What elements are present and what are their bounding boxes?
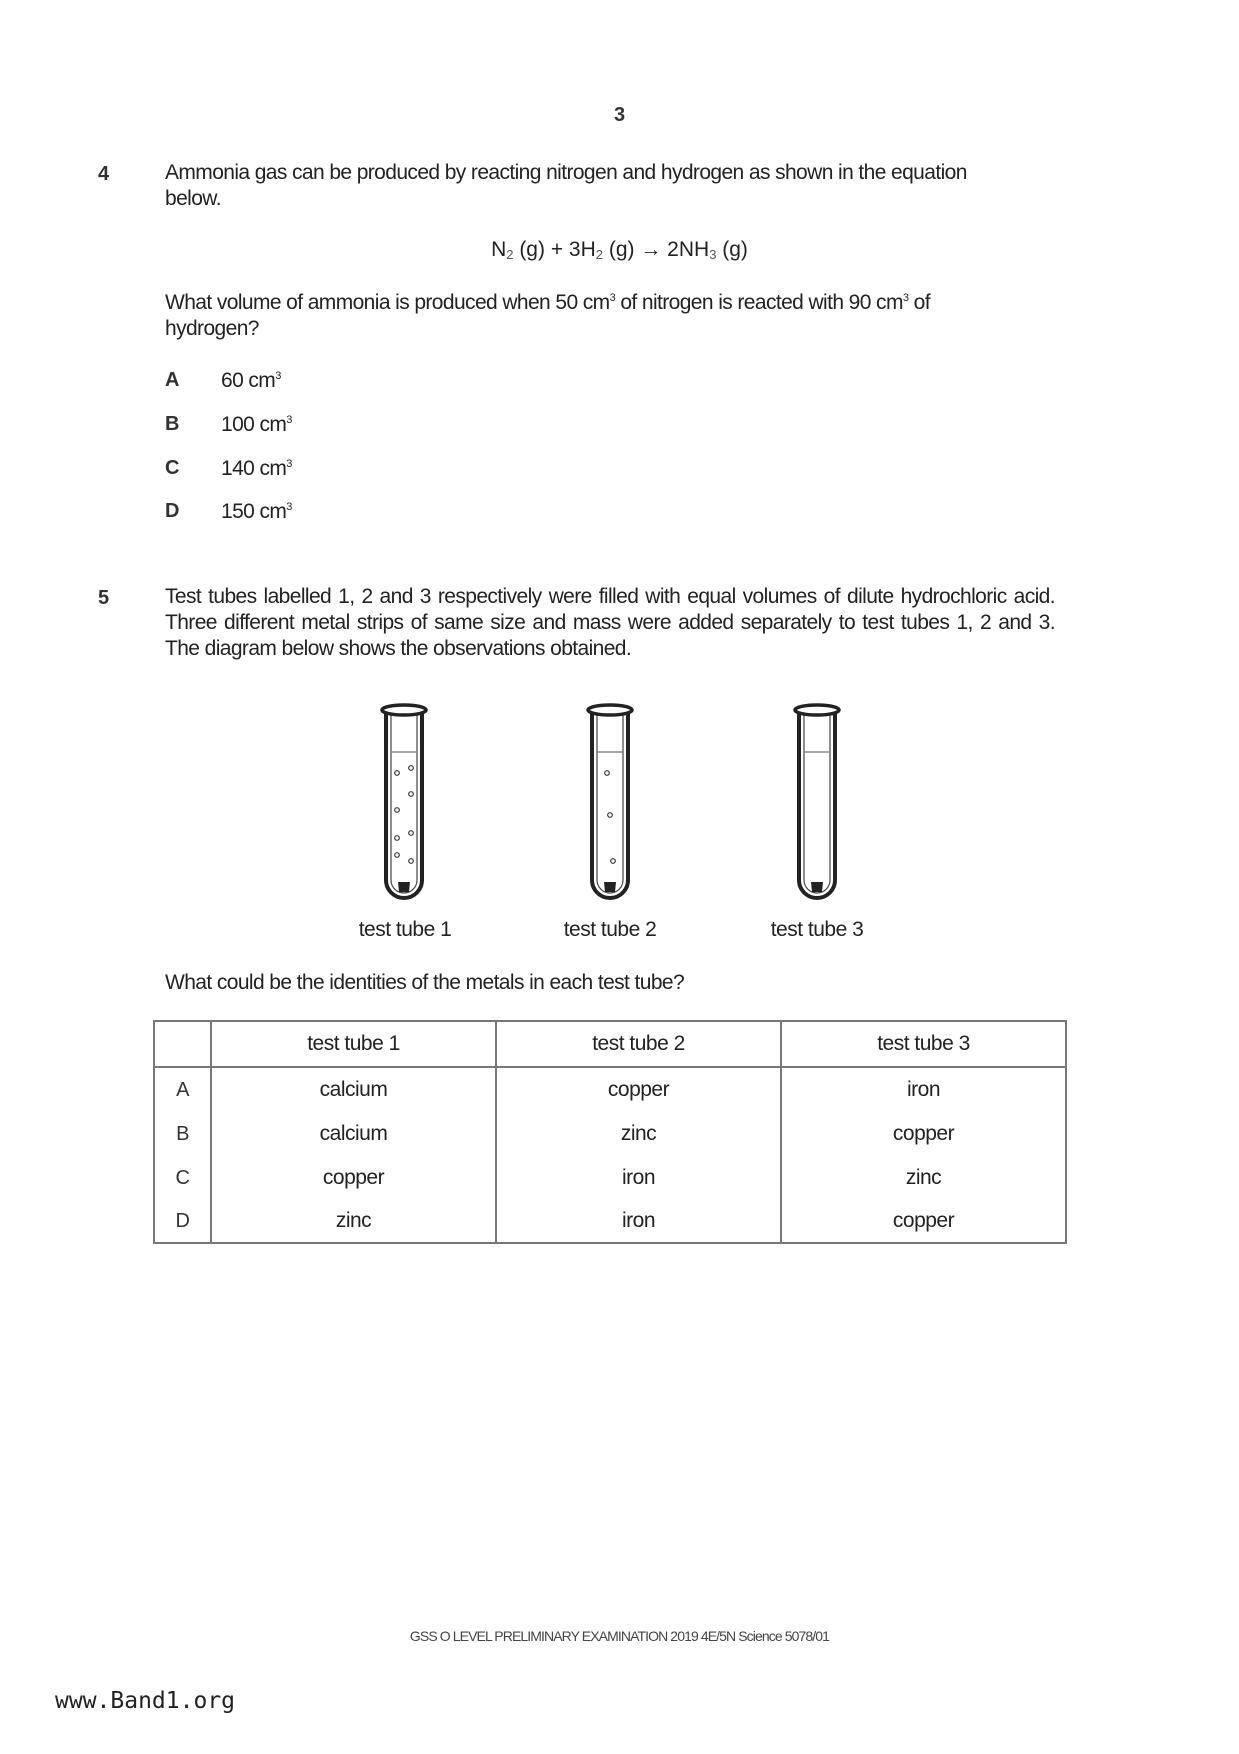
metal-strip xyxy=(604,882,616,892)
eq-h2-subscript: 2 xyxy=(595,247,603,262)
gas-bubble xyxy=(395,853,400,858)
tube-inner-wall xyxy=(391,714,417,893)
tube-inner-wall xyxy=(597,714,623,893)
question-5-number: 5 xyxy=(98,587,110,609)
option-value-text: 150 cm xyxy=(221,500,287,523)
table-cell: zinc xyxy=(905,1166,942,1189)
eq-nh3-subscript: 3 xyxy=(709,247,717,262)
watermark-link[interactable]: www.Band1.org xyxy=(55,1688,236,1714)
option-value-text: 100 cm xyxy=(221,413,287,436)
option-d-letter[interactable]: D xyxy=(165,500,180,522)
tube-rim xyxy=(382,705,426,715)
option-value-text: 140 cm xyxy=(221,457,287,480)
table-cell: copper xyxy=(496,1067,781,1112)
prompt-part: of xyxy=(908,291,930,314)
test-tube-1 xyxy=(382,705,426,898)
table-row[interactable] xyxy=(154,1156,1066,1200)
unit-superscript: 3 xyxy=(275,370,281,382)
option-b-letter[interactable]: B xyxy=(165,413,180,435)
option-c-letter[interactable]: C xyxy=(165,457,180,479)
question-5-prompt: What could be the identities of the metals in each test tube? xyxy=(165,971,685,994)
table-row[interactable] xyxy=(154,1112,1066,1156)
metal-strip xyxy=(398,882,410,892)
table-cell: iron xyxy=(496,1156,781,1200)
gas-bubble xyxy=(395,808,400,813)
option-a-letter[interactable]: A xyxy=(165,369,180,391)
table-row[interactable] xyxy=(154,1067,1066,1112)
metal-strip xyxy=(811,882,823,892)
gas-bubble xyxy=(605,771,610,776)
eq-part: (g) xyxy=(716,238,748,261)
table-cell: copper xyxy=(892,1122,955,1145)
eq-n2: N xyxy=(491,238,507,261)
gas-bubble xyxy=(611,859,616,864)
gas-bubble xyxy=(409,859,414,864)
eq-part: (g) + 3H xyxy=(513,238,596,261)
gas-bubble xyxy=(395,836,400,841)
test-tube-3-label: test tube 3 xyxy=(770,918,864,941)
table-cell: iron xyxy=(906,1078,941,1101)
test-tube-2 xyxy=(588,705,632,898)
table-header-tube-1: test tube 1 xyxy=(211,1021,496,1067)
table-header-tube-3: test tube 3 xyxy=(781,1021,1066,1067)
question-4-stem-line2: below. xyxy=(165,187,221,210)
metals-answer-table xyxy=(153,1020,1067,1244)
table-cell: copper xyxy=(211,1156,496,1200)
question-4-stem-line1: Ammonia gas can be produced by reacting nitrogen and hydrogen as shown in the equation xyxy=(165,161,967,184)
gas-bubble xyxy=(409,831,414,836)
gas-bubble xyxy=(409,766,414,771)
table-cell: zinc xyxy=(496,1112,781,1156)
prompt-superscript: 3 xyxy=(609,292,616,304)
page-number: 3 xyxy=(613,104,626,126)
unit-superscript: 3 xyxy=(286,458,292,470)
gas-bubble xyxy=(395,771,400,776)
eq-part: (g) → 2NH xyxy=(603,238,710,261)
row-letter: B xyxy=(154,1112,211,1156)
tube-inner-wall xyxy=(804,714,830,893)
gas-bubble xyxy=(409,792,414,797)
tube-rim xyxy=(588,705,632,715)
row-letter: D xyxy=(154,1200,211,1243)
table-cell: zinc xyxy=(211,1200,496,1243)
unit-superscript: 3 xyxy=(286,501,292,513)
test-tube-3 xyxy=(795,705,839,898)
prompt-part: What volume of ammonia is produced when 50 cm xyxy=(165,291,610,314)
prompt-superscript: 3 xyxy=(902,292,909,304)
unit-superscript: 3 xyxy=(286,414,292,426)
table-header-blank xyxy=(154,1021,211,1067)
table-row[interactable] xyxy=(154,1200,1066,1243)
table-header-row xyxy=(154,1021,1066,1067)
tube-rim xyxy=(795,705,839,715)
eq-n2-subscript: 2 xyxy=(506,247,514,262)
prompt-part: of nitrogen is reacted with 90 cm xyxy=(615,291,903,314)
gas-bubble xyxy=(608,813,613,818)
table-cell: calcium xyxy=(211,1067,496,1112)
row-letter: C xyxy=(154,1156,211,1200)
table-cell: copper xyxy=(892,1209,955,1232)
table-cell: calcium xyxy=(211,1112,496,1156)
question-4-prompt-line2: hydrogen? xyxy=(165,317,259,340)
question-5-stem: Test tubes labelled 1, 2 and 3 respectively were filled with equal volumes of dilute hydrochloric acid. Three different metal strips of same size and mass were added separately to test tubes 1, 2 and 3. The diagram below shows the observations obtained. xyxy=(165,585,1055,660)
exam-footer: GSS O LEVEL PRELIMINARY EXAMINATION 2019 4E/5N Science 5078/01 xyxy=(409,1628,830,1644)
row-letter: A xyxy=(154,1067,211,1112)
table-header-tube-2: test tube 2 xyxy=(496,1021,781,1067)
test-tube-1-label: test tube 1 xyxy=(358,918,452,941)
option-value-text: 60 cm xyxy=(221,369,276,392)
table-cell: iron xyxy=(496,1200,781,1243)
question-4-number: 4 xyxy=(98,163,110,185)
test-tube-2-label: test tube 2 xyxy=(563,918,657,941)
